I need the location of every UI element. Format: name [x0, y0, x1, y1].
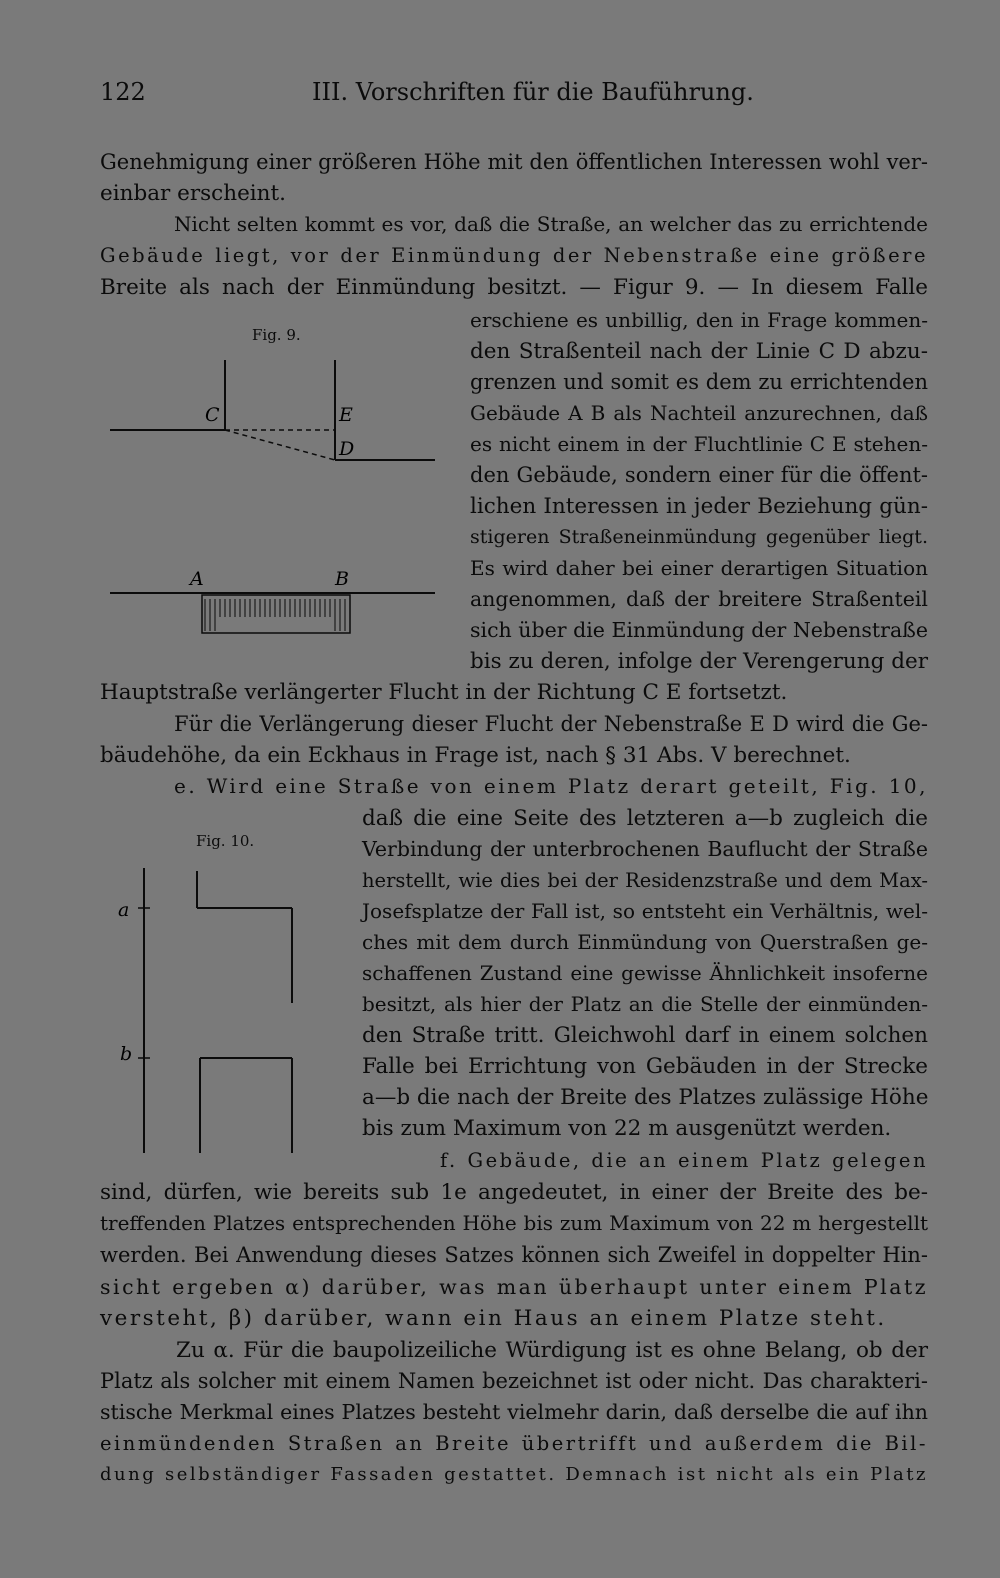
text-line: Breite als nach der Einmündung besitzt. — Figur 9. — In diesem Falle — [100, 275, 928, 300]
running-title: III. Vorschriften für die Bauführung. — [312, 78, 754, 106]
text-line: bäudehöhe, da ein Eckhaus in Frage ist, nach § 31 Abs. V berechnet. — [100, 743, 851, 768]
fig9-point-c: C — [205, 404, 220, 426]
text-line: erschiene es unbillig, den in Frage kommen- — [470, 308, 928, 332]
fig10-point-a: a — [118, 899, 130, 921]
text-line: e. Wird eine Straße von einem Platz derart geteilt, Fig. 10, — [174, 774, 928, 798]
fig9-point-a: A — [190, 568, 204, 590]
fig9-point-d: D — [339, 438, 355, 460]
text-line: schaffenen Zustand eine gewisse Ähnlichkeit insoferne — [362, 961, 928, 985]
fig10-label: Fig. 10. — [196, 832, 255, 850]
text-line: stigeren Straßeneinmündung gegenüber liegt. — [470, 526, 928, 548]
text-line: grenzen und somit es dem zu errichtenden — [470, 370, 928, 394]
text-line: Josefsplatze der Fall ist, so entsteht ein Verhältnis, wel- — [362, 899, 928, 923]
text-line: Hauptstraße verlängerter Flucht in der Richtung C E fortsetzt. — [100, 680, 788, 705]
text-line: Für die Verlängerung dieser Flucht der Nebenstraße E D wird die Ge- — [174, 712, 928, 736]
text-line: den Straße tritt. Gleichwohl darf in einem solchen — [362, 1023, 928, 1048]
text-line: versteht, β) darüber, wann ein Haus an einem Platze steht. — [100, 1306, 887, 1331]
text-line: bis zu deren, infolge der Verengerung der — [470, 649, 928, 674]
text-line: den Straßenteil nach der Linie C D abzu- — [470, 339, 928, 364]
page-header — [100, 78, 930, 118]
text-line: Nicht selten kommt es vor, daß die Straße, an welcher das zu errichtende — [174, 212, 928, 236]
text-line: Zu α. Für die baupolizeiliche Würdigung ist es ohne Belang, ob der — [176, 1338, 928, 1363]
text-line: Gebäude A B als Nachteil anzurechnen, daß — [470, 401, 928, 425]
text-line: sind, dürfen, wie bereits sub 1e angedeutet, in einer der Breite des be- — [100, 1180, 928, 1205]
text-line: Platz als solcher mit einem Namen bezeichnet ist oder nicht. Das charakteri- — [100, 1369, 928, 1393]
fig9-label: Fig. 9. — [252, 326, 301, 344]
text-line: Genehmigung einer größeren Höhe mit den öffentlichen Interessen wohl ver- — [100, 150, 928, 174]
text-line: a—b die nach der Breite des Platzes zulässige Höhe — [362, 1085, 929, 1110]
text-line: sicht ergeben α) darüber, was man überhaupt unter einem Platz — [100, 1275, 928, 1299]
text-line: dung selbständiger Fassaden gestattet. Demnach ist nicht als ein Platz — [100, 1464, 928, 1485]
text-line: lichen Interessen in jeder Beziehung gün- — [470, 494, 928, 519]
fig9-diagram — [110, 355, 450, 655]
page-number: 122 — [100, 78, 146, 106]
text-line: Gebäude liegt, vor der Einmündung der Nebenstraße eine größere — [100, 244, 928, 267]
text-line: Es wird daher bei einer derartigen Situation — [470, 556, 928, 580]
text-line: f. Gebäude, die an einem Platz gelegen — [440, 1149, 928, 1172]
fig9-point-e: E — [339, 404, 353, 426]
text-line: stische Merkmal eines Platzes besteht vielmehr darin, daß derselbe die auf ihn — [100, 1400, 928, 1424]
text-line: den Gebäude, sondern einer für die öffent- — [470, 463, 928, 487]
text-line: daß die eine Seite des letzteren a—b zugleich die — [362, 806, 928, 831]
text-line: einbar erscheint. — [100, 181, 286, 206]
text-line: einmündenden Straßen an Breite übertrifft und außerdem die Bil- — [100, 1432, 928, 1455]
text-line: besitzt, als hier der Platz an die Stelle der einmünden- — [362, 992, 928, 1016]
text-line: sich über die Einmündung der Nebenstraße — [470, 618, 928, 642]
text-line: werden. Bei Anwendung dieses Satzes können sich Zweifel in doppelter Hin- — [100, 1243, 928, 1267]
text-line: Falle bei Errichtung von Gebäuden in der Strecke — [362, 1054, 928, 1079]
fig10-point-b: b — [120, 1043, 133, 1065]
fig9-point-b: B — [335, 568, 349, 590]
text-line: herstellt, wie dies bei der Residenzstraße und dem Max- — [362, 869, 928, 892]
text-line: angenommen, daß der breitere Straßenteil — [470, 587, 928, 611]
text-line: Verbindung der unterbrochenen Bauflucht der Straße — [362, 837, 928, 861]
fig10-diagram — [112, 868, 342, 1168]
text-line: bis zum Maximum von 22 m ausgenützt werden. — [362, 1116, 892, 1141]
text-line: es nicht einem in der Fluchtlinie C E stehen- — [470, 432, 928, 456]
text-line: ches mit dem durch Einmündung von Querstraßen ge- — [362, 930, 928, 954]
text-line: treffenden Platzes entsprechenden Höhe bis zum Maximum von 22 m hergestellt — [100, 1211, 928, 1235]
